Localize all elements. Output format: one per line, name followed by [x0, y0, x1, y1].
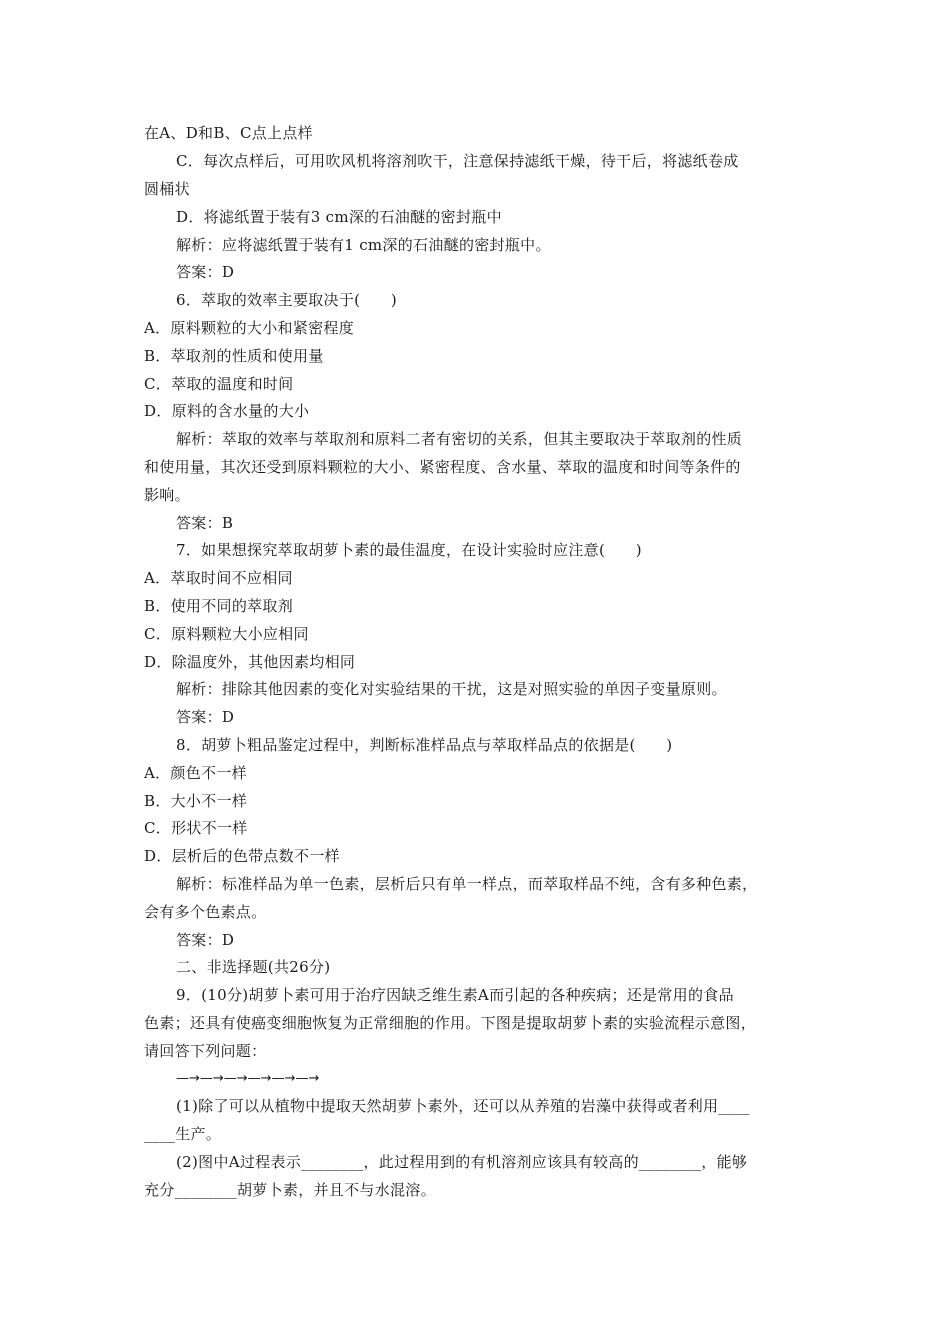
option-a: A．萃取时间不应相同 [144, 569, 293, 587]
option-d: D．原料的含水量的大小 [144, 402, 310, 420]
option-d: D．层析后的色带点数不一样 [144, 847, 340, 865]
text-line: 和使用量，其次还受到原料颗粒的大小、紧密程度、含水量、萃取的温度和时间等条件的 [144, 458, 741, 476]
option-b: B．使用不同的萃取剂 [144, 597, 294, 615]
sub-question-1: (1)除了可以从植物中提取天然胡萝卜素外，还可以从养殖的岩藻中获得或者利用____ [176, 1097, 750, 1115]
sub-question-2: (2)图中A过程表示________，此过程用到的有机溶剂应该具有较高的________，能够 [176, 1153, 748, 1171]
analysis: 解析：排除其他因素的变化对实验结果的干扰，这是对照实验的单因子变量原则。 [176, 680, 727, 698]
flow-diagram-arrows: —→—→—→—→—→—→ [176, 1071, 320, 1086]
option-a: A．颜色不一样 [144, 764, 247, 782]
question-9: 9．(10分)胡萝卜素可用于治疗因缺乏维生素A而引起的各种疾病；还是常用的食品 [176, 986, 734, 1004]
analysis: 解析：标准样品为单一色素，层析后只有单一样点，而萃取样品不纯，含有多种色素， [176, 875, 758, 893]
option-b: B．萃取剂的性质和使用量 [144, 347, 324, 365]
option-d: D．将滤纸置于装有3 cm深的石油醚的密封瓶中 [176, 208, 502, 226]
option-c: C．原料颗粒大小应相同 [144, 625, 309, 643]
answer: 答案：D [176, 931, 235, 949]
question-7: 7．如果想探究萃取胡萝卜素的最佳温度，在设计实验时应注意( ) [176, 541, 642, 559]
text-line: 色素；还具有使癌变细胞恢复为正常细胞的作用。下图是提取胡萝卜素的实验流程示意图， [144, 1014, 757, 1032]
option-c: C．萃取的温度和时间 [144, 375, 294, 393]
text-line: 在A、D和B、C点上点样 [144, 124, 313, 142]
text-line: 圆桶状 [144, 180, 190, 198]
text-line: 充分________胡萝卜素，并且不与水混溶。 [144, 1181, 436, 1199]
answer: 答案：D [176, 708, 235, 726]
analysis: 解析：应将滤纸置于装有1 cm深的石油醚的密封瓶中。 [176, 236, 551, 254]
text-line: 请回答下列问题： [144, 1042, 267, 1060]
section-heading: 二、非选择题(共26分) [176, 958, 331, 976]
option-a: A．原料颗粒的大小和紧密程度 [144, 319, 355, 337]
analysis: 解析：萃取的效率与萃取剂和原料二者有密切的关系，但其主要取决于萃取剂的性质 [176, 430, 743, 448]
text-line: ____生产。 [144, 1125, 222, 1143]
question-8: 8．胡萝卜粗品鉴定过程中，判断标准样品点与萃取样品点的依据是( ) [176, 736, 673, 754]
answer: 答案：D [176, 263, 235, 281]
option-c: C．每次点样后，可用吹风机将溶剂吹干，注意保持滤纸干燥，待干后，将滤纸卷成 [176, 152, 739, 170]
option-c: C．形状不一样 [144, 819, 248, 837]
answer: 答案：B [176, 514, 234, 532]
option-d: D．除温度外，其他因素均相同 [144, 653, 356, 671]
text-line: 会有多个色素点。 [144, 903, 267, 921]
option-b: B．大小不一样 [144, 792, 248, 810]
question-6: 6．萃取的效率主要取决于( ) [176, 291, 398, 309]
text-line: 影响。 [144, 486, 190, 504]
